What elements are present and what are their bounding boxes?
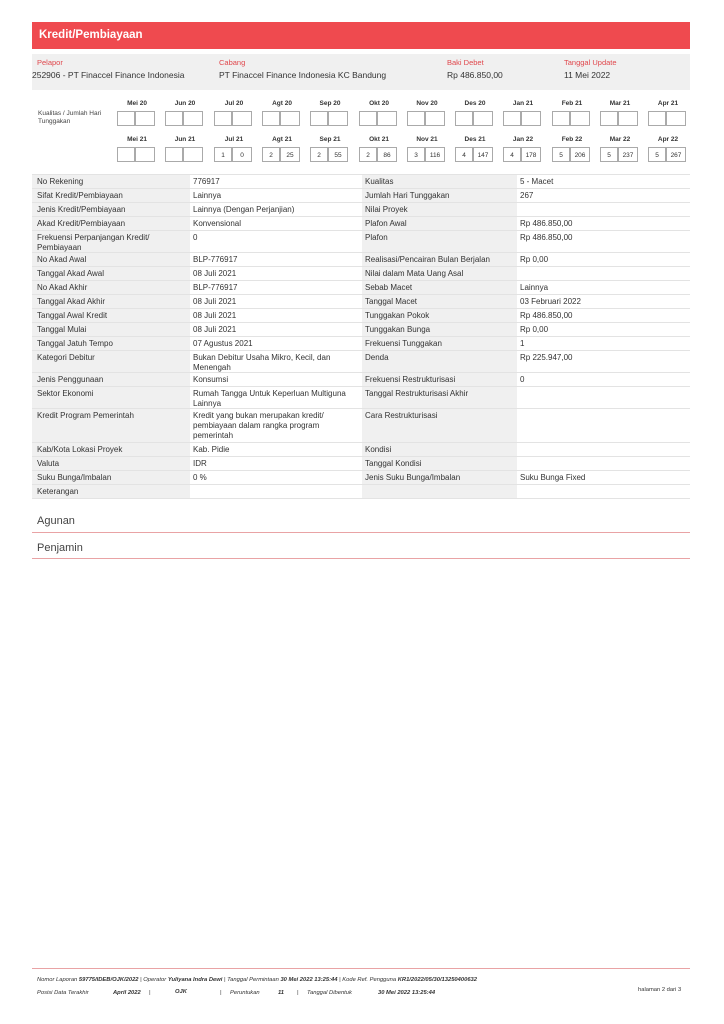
field-value: 08 Juli 2021	[193, 269, 237, 278]
field-label: Plafon Awal	[365, 219, 407, 228]
row-divider	[32, 456, 690, 457]
footer-separator: |	[339, 977, 341, 983]
agunan-divider	[32, 532, 690, 533]
kualitas-box: 3	[407, 147, 425, 162]
hari-tunggakan-box: 55	[328, 147, 348, 162]
field-label: Denda	[365, 353, 389, 362]
field-value: BLP-776917	[193, 255, 238, 264]
field-value: Konsumsi	[193, 375, 229, 384]
kualitas-box: 4	[455, 147, 473, 162]
row-divider	[32, 174, 690, 175]
field-label: No Rekening	[37, 177, 84, 186]
field-label: Sebab Macet	[365, 283, 413, 292]
month-label: Feb 21	[561, 100, 583, 107]
row-divider	[32, 266, 690, 267]
month-label: Feb 22	[561, 136, 583, 143]
footer-separator: |	[149, 990, 151, 996]
kualitas-box: 5	[600, 147, 618, 162]
row-divider	[32, 230, 690, 231]
footer-separator: |	[224, 977, 226, 983]
field-value: IDR	[193, 459, 207, 468]
tanggal-dibentuk-value: 30 Mei 2022 13:25:44	[378, 990, 436, 996]
month-label: Mei 21	[127, 136, 147, 143]
row-divider	[32, 322, 690, 323]
hari-tunggakan-box	[377, 111, 397, 126]
field-value: 0	[520, 375, 525, 384]
kualitas-box	[117, 111, 135, 126]
field-value: 03 Februari 2022	[520, 297, 581, 306]
agunan-title: Agunan	[37, 515, 75, 527]
footer-separator: |	[140, 977, 142, 983]
hari-tunggakan-box	[135, 147, 155, 162]
field-label: Tanggal Restrukturisasi Akhir	[365, 389, 469, 398]
month-label: Mei 20	[127, 100, 147, 107]
tanggal-update-label: Tanggal Update	[564, 58, 617, 67]
row-divider	[32, 188, 690, 189]
field-value: 07 Agustus 2021	[193, 339, 253, 348]
month-label: Sep 21	[319, 136, 341, 143]
reporter-info-band	[32, 54, 690, 90]
field-value: Rp 486.850,00	[520, 233, 573, 242]
field-value: 08 Juli 2021	[193, 325, 237, 334]
kualitas-box: 5	[648, 147, 666, 162]
month-label: Okt 20	[369, 100, 389, 107]
field-value: Lainnya	[520, 283, 549, 292]
field-label: Sifat Kredit/Pembiayaan	[37, 191, 123, 200]
hari-tunggakan-box: 116	[425, 147, 445, 162]
tanggal-dibentuk-label: Tanggal Dibentuk	[307, 990, 352, 996]
section-title: Kredit/Pembiayaan	[32, 22, 690, 49]
hari-tunggakan-box: 86	[377, 147, 397, 162]
kualitas-box	[359, 111, 377, 126]
field-value: Lainnya (Dengan Perjanjian)	[193, 205, 295, 214]
kualitas-box: 4	[503, 147, 521, 162]
hari-tunggakan-box	[425, 111, 445, 126]
field-label: Tanggal Jatuh Tempo	[37, 339, 113, 348]
baki-debet-value: Rp 486.850,00	[447, 70, 503, 80]
month-label: Okt 21	[369, 136, 389, 143]
field-label: Kondisi	[365, 445, 392, 454]
peruntukan-value: 11	[278, 990, 285, 996]
hari-tunggakan-box: 237	[618, 147, 638, 162]
field-value: Rp 486.850,00	[520, 219, 573, 228]
month-label: Des 20	[464, 100, 486, 107]
kualitas-box: 2	[359, 147, 377, 162]
field-label: Realisasi/Pencairan Bulan Berjalan	[365, 255, 490, 264]
field-label: Nilai Proyek	[365, 205, 408, 214]
field-value: Kredit yang bukan merupakan kredit/ pembiayaan dalam rangka program pemerintah	[193, 411, 324, 440]
hari-tunggakan-box	[618, 111, 638, 126]
month-label: Apr 21	[657, 100, 679, 107]
kualitas-label: Kualitas / Jumlah Hari Tunggakan	[38, 110, 102, 125]
hari-tunggakan-box	[328, 111, 348, 126]
tanggal-update-value: 11 Mei 2022	[564, 70, 611, 80]
row-divider	[32, 408, 690, 409]
month-label: Des 21	[464, 136, 486, 143]
nomor-laporan-label: Nomor Laporan	[37, 977, 78, 983]
hari-tunggakan-box: 0	[232, 147, 252, 162]
field-value: Suku Bunga Fixed	[520, 473, 586, 482]
hari-tunggakan-box: 147	[473, 147, 493, 162]
ojk-label: OJK	[175, 989, 187, 995]
field-value: Konvensional	[193, 219, 242, 228]
month-label: Agt 21	[272, 136, 292, 143]
operator-value: Yuliyana Indra Dewi	[167, 977, 223, 983]
pelapor-value: 252906 - PT Finaccel Finance Indonesia	[32, 70, 185, 80]
kode-ref-value: KR1/2022/05/30/13250400632	[397, 977, 477, 983]
field-label: Valuta	[37, 459, 60, 468]
kode-ref-label: Kode Ref. Pengguna	[342, 977, 397, 983]
month-label: Apr 22	[657, 136, 679, 143]
field-value: 5 - Macet	[520, 177, 554, 186]
kualitas-box	[503, 111, 521, 126]
field-value: Rp 0,00	[520, 255, 549, 264]
month-label: Sep 20	[319, 100, 341, 107]
field-value: BLP-776917	[193, 283, 238, 292]
kualitas-box	[552, 111, 570, 126]
kualitas-box	[455, 111, 473, 126]
pelapor-label: Pelapor	[37, 58, 63, 67]
row-divider	[32, 442, 690, 443]
field-label: Kategori Debitur	[37, 353, 95, 362]
field-label: Suku Bunga/Imbalan	[37, 473, 112, 482]
field-label: Tanggal Awal Kredit	[37, 311, 108, 320]
month-label: Nov 21	[416, 136, 438, 143]
penjamin-divider	[32, 558, 690, 559]
field-value: 0	[193, 233, 198, 242]
field-label: Sektor Ekonomi	[37, 389, 94, 398]
row-divider	[32, 498, 690, 499]
field-label: Frekuensi Tunggakan	[365, 339, 442, 348]
hari-tunggakan-box	[183, 147, 203, 162]
hari-tunggakan-box	[570, 111, 590, 126]
field-value: Lainnya	[193, 191, 222, 200]
field-label: Tunggakan Pokok	[365, 311, 430, 320]
month-label: Agt 20	[272, 100, 292, 107]
page-number: halaman 2 dari 3	[638, 987, 682, 993]
kualitas-box	[117, 147, 135, 162]
field-value: 776917	[193, 177, 220, 186]
hari-tunggakan-box	[183, 111, 203, 126]
footer-line-1	[37, 977, 477, 983]
peruntukan-label: Peruntukan	[230, 990, 260, 996]
field-label: Kualitas	[365, 177, 394, 186]
field-label: Jenis Suku Bunga/Imbalan	[365, 473, 461, 482]
nomor-laporan-value: 59775/IDEB/OJK/2022	[78, 977, 139, 983]
field-label: Tanggal Kondisi	[365, 459, 422, 468]
row-divider	[32, 252, 690, 253]
penjamin-title: Penjamin	[37, 542, 83, 554]
kualitas-box: 2	[262, 147, 280, 162]
kualitas-box	[262, 111, 280, 126]
hari-tunggakan-box: 206	[570, 147, 590, 162]
field-label: No Akad Awal	[37, 255, 87, 264]
row-divider	[32, 280, 690, 281]
cabang-value: PT Finaccel Finance Indonesia KC Bandung	[219, 70, 387, 80]
posisi-data-value: April 2022	[113, 990, 141, 996]
field-value: 08 Juli 2021	[193, 311, 237, 320]
kualitas-box	[600, 111, 618, 126]
field-label: Kab/Kota Lokasi Proyek	[37, 445, 123, 454]
hari-tunggakan-box	[666, 111, 686, 126]
row-divider	[32, 470, 690, 471]
kualitas-box	[165, 147, 183, 162]
hari-tunggakan-box	[232, 111, 252, 126]
kualitas-box	[407, 111, 425, 126]
field-label: Jumlah Hari Tunggakan	[365, 191, 450, 200]
row-divider	[32, 372, 690, 373]
hari-tunggakan-box	[473, 111, 493, 126]
hari-tunggakan-box	[135, 111, 155, 126]
kualitas-box: 1	[214, 147, 232, 162]
field-label: Jenis Kredit/Pembiayaan	[37, 205, 126, 214]
row-divider	[32, 350, 690, 351]
field-label: No Akad Akhir	[37, 283, 88, 292]
field-label: Jenis Penggunaan	[37, 375, 104, 384]
field-label: Keterangan	[37, 487, 79, 496]
month-label: Jun 20	[174, 100, 196, 107]
hari-tunggakan-box	[521, 111, 541, 126]
month-label: Nov 20	[416, 100, 438, 107]
field-value: 267	[520, 191, 534, 200]
field-label: Kredit Program Pemerintah	[37, 411, 134, 420]
field-value: Rp 0,00	[520, 325, 549, 334]
field-value: Bukan Debitur Usaha Mikro, Kecil, dan Menengah	[193, 353, 331, 372]
month-label: Mar 22	[609, 136, 631, 143]
row-divider	[32, 308, 690, 309]
label-cell-bg	[362, 485, 517, 498]
field-label: Akad Kredit/Pembiayaan	[37, 219, 126, 228]
kualitas-box	[648, 111, 666, 126]
footer-separator: |	[297, 990, 299, 996]
field-value: Rumah Tangga Untuk Keperluan Multiguna Lainnya	[193, 389, 346, 408]
month-label: Jul 20	[224, 100, 244, 107]
field-label: Tanggal Akad Awal	[37, 269, 105, 278]
row-divider	[32, 202, 690, 203]
kualitas-box	[165, 111, 183, 126]
month-label: Jul 21	[224, 136, 244, 143]
row-divider	[32, 386, 690, 387]
field-value: 0 %	[193, 473, 207, 482]
row-divider	[32, 484, 690, 485]
kualitas-box	[214, 111, 232, 126]
field-value: Rp 486.850,00	[520, 311, 573, 320]
field-value: 1	[520, 339, 525, 348]
operator-label: Operator	[143, 977, 167, 983]
field-label: Frekuensi Restrukturisasi	[365, 375, 456, 384]
field-label: Nilai dalam Mata Uang Asal	[365, 269, 464, 278]
kualitas-box: 5	[552, 147, 570, 162]
row-divider	[32, 216, 690, 217]
field-label: Plafon	[365, 233, 388, 242]
field-value: 08 Juli 2021	[193, 297, 237, 306]
hari-tunggakan-box: 25	[280, 147, 300, 162]
hari-tunggakan-box: 267	[666, 147, 686, 162]
field-label: Frekuensi Perpanjangan Kredit/ Pembiayaan	[37, 233, 150, 252]
field-label: Cara Restrukturisasi	[365, 411, 438, 420]
month-label: Jan 21	[512, 100, 534, 107]
cabang-label: Cabang	[219, 58, 246, 67]
row-divider	[32, 336, 690, 337]
field-value: Rp 225.947,00	[520, 353, 573, 362]
hari-tunggakan-box: 178	[521, 147, 541, 162]
field-label: Tunggakan Bunga	[365, 325, 431, 334]
baki-debet-label: Baki Debet	[447, 58, 484, 67]
month-label: Jan 22	[512, 136, 534, 143]
month-label: Jun 21	[174, 136, 196, 143]
footer-divider	[32, 968, 690, 969]
tanggal-permintaan-label: Tanggal Permintaan	[227, 977, 279, 983]
field-value: Kab. Pidie	[193, 445, 230, 454]
hari-tunggakan-box	[280, 111, 300, 126]
posisi-data-label: Posisi Data Terakhir	[37, 990, 89, 996]
field-label: Tanggal Mulai	[37, 325, 87, 334]
footer-separator: |	[220, 990, 222, 996]
month-label: Mar 21	[609, 100, 631, 107]
field-label: Tanggal Akad Akhir	[37, 297, 106, 306]
tanggal-permintaan-value: 30 Mei 2022 13:25:44	[280, 977, 338, 983]
kualitas-box: 2	[310, 147, 328, 162]
kualitas-box	[310, 111, 328, 126]
row-divider	[32, 294, 690, 295]
field-label: Tanggal Macet	[365, 297, 418, 306]
